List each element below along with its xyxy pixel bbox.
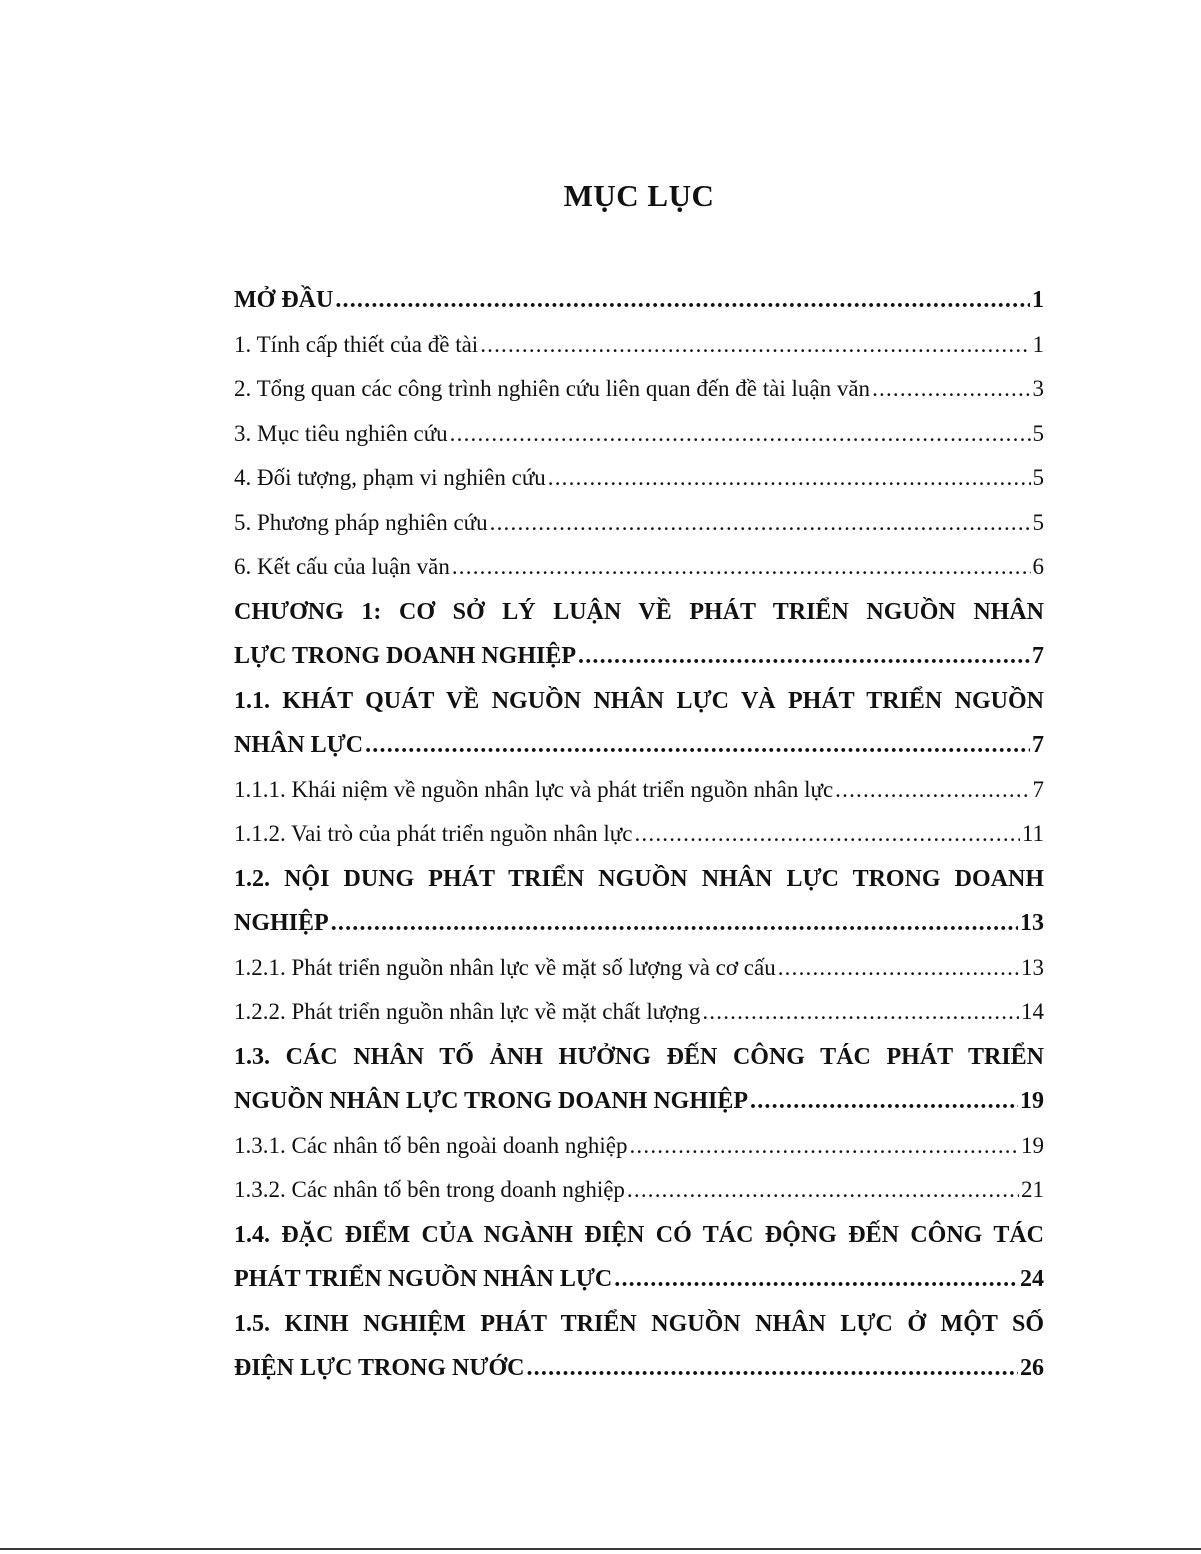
toc-entry-label: NHÂN LỰC	[234, 732, 364, 758]
toc-entry-mo-dau[interactable]	[234, 278, 1044, 323]
dot-leader	[335, 278, 1030, 323]
dot-leader	[778, 946, 1019, 991]
toc-page-number: 1	[1032, 287, 1044, 313]
toc-page-number: 5	[1032, 509, 1044, 535]
toc-entry-label: 3. Mục tiêu nghiên cứu	[234, 420, 448, 446]
dot-leader	[614, 1257, 1018, 1302]
dot-leader	[331, 901, 1018, 946]
toc-entry-label: ĐIỆN LỰC TRONG NƯỚC	[234, 1355, 525, 1381]
toc-page-number: 6	[1032, 554, 1044, 579]
toc-entry[interactable]	[234, 1124, 1044, 1169]
toc-page-number: 13	[1021, 954, 1044, 980]
toc-page-number: 19	[1021, 1132, 1044, 1158]
toc-entry-label: 2. Tổng quan các công trình nghiên cứu liên quan đến đề tài luận văn	[234, 376, 871, 401]
toc-entry[interactable]	[234, 812, 1044, 857]
toc-entry[interactable]	[234, 768, 1044, 813]
toc-page-number: 11	[1021, 821, 1044, 846]
toc-page-number: 7	[1032, 776, 1044, 802]
toc-section-heading-line[interactable]: 1.5. KINH NGHIỆM PHÁT TRIỂN NGUỒN NHÂN LỰC Ở MỘT SỐ	[234, 1310, 1044, 1337]
toc-entry-section[interactable]	[234, 901, 1044, 946]
toc-page-number: 21	[1021, 1177, 1044, 1202]
dot-leader	[750, 1079, 1018, 1124]
toc-entry-label: 1.1.2. Vai trò của phát triển nguồn nhân lực	[234, 821, 633, 846]
toc-entry-section[interactable]	[234, 723, 1044, 768]
dot-leader	[490, 501, 1031, 546]
dot-leader	[702, 990, 1019, 1035]
toc-section-heading-line[interactable]: 1.2. NỘI DUNG PHÁT TRIỂN NGUỒN NHÂN LỰC TRONG DOANH	[234, 865, 1044, 892]
toc-entry-section[interactable]	[234, 1346, 1044, 1391]
toc-entry-label: 4. Đối tượng, phạm vi nghiên cứu	[234, 465, 546, 490]
dot-leader	[627, 1168, 1019, 1213]
toc-entry-label: 1.1.1. Khái niệm về nguồn nhân lực và phát triển nguồn nhân lực	[234, 776, 834, 802]
dot-leader	[872, 367, 1030, 412]
toc-entry-label: 1.3.1. Các nhân tố bên ngoài doanh nghiệp	[234, 1132, 628, 1158]
table-of-contents	[234, 278, 1044, 1391]
toc-entry[interactable]	[234, 456, 1044, 501]
toc-page-number: 7	[1032, 643, 1044, 669]
toc-page-number: 5	[1032, 465, 1044, 490]
toc-entry-label: NGHIỆP	[234, 910, 329, 936]
toc-entry[interactable]	[234, 323, 1044, 368]
toc-entry-label: 5. Phương pháp nghiên cứu	[234, 509, 488, 535]
toc-entry-label: LỰC TRONG DOANH NGHIỆP	[234, 643, 577, 669]
toc-page-number: 14	[1021, 999, 1044, 1024]
dot-leader	[629, 1124, 1019, 1169]
toc-page-number: 24	[1020, 1266, 1044, 1292]
dot-leader	[450, 412, 1031, 457]
dot-leader	[365, 723, 1030, 768]
toc-page-number: 7	[1032, 732, 1044, 758]
toc-entry-label: 6. Kết cấu của luận văn	[234, 554, 450, 579]
toc-entry[interactable]	[234, 412, 1044, 457]
bottom-border-line	[0, 1548, 1201, 1550]
toc-chapter-heading-line[interactable]: CHƯƠNG 1: CƠ SỞ LÝ LUẬN VỀ PHÁT TRIỂN NGUỒN NHÂN	[234, 598, 1044, 625]
toc-entry-label: 1. Tính cấp thiết của đề tài	[234, 331, 479, 357]
dot-leader	[548, 456, 1031, 501]
toc-page-number: 13	[1020, 910, 1044, 936]
toc-page-number: 1	[1032, 331, 1044, 357]
toc-section-heading-line[interactable]: 1.1. KHÁT QUÁT VỀ NGUỒN NHÂN LỰC VÀ PHÁT TRIỂN NGUỒN	[234, 687, 1044, 714]
dot-leader	[634, 812, 1019, 857]
toc-page-number: 5	[1032, 420, 1044, 446]
toc-entry-label: PHÁT TRIỂN NGUỒN NHÂN LỰC	[234, 1266, 613, 1292]
toc-entry-label: NGUỒN NHÂN LỰC TRONG DOANH NGHIỆP	[234, 1088, 749, 1114]
toc-entry[interactable]	[234, 990, 1044, 1035]
toc-entry-label: 1.3.2. Các nhân tố bên trong doanh nghiệp	[234, 1177, 625, 1202]
toc-entry-label: MỞ ĐẦU	[234, 287, 334, 313]
toc-entry-section[interactable]	[234, 1257, 1044, 1302]
toc-section-heading-line[interactable]: 1.3. CÁC NHÂN TỐ ẢNH HƯỞNG ĐẾN CÔNG TÁC PHÁT TRIỂN	[234, 1043, 1044, 1070]
dot-leader	[835, 768, 1030, 813]
toc-page-number: 19	[1020, 1088, 1044, 1114]
toc-entry-label: 1.2.2. Phát triển nguồn nhân lực về mặt chất lượng	[234, 999, 701, 1024]
toc-title: MỤC LỤC	[563, 178, 715, 213]
dot-leader	[578, 634, 1030, 679]
toc-entry[interactable]	[234, 501, 1044, 546]
toc-entry[interactable]	[234, 545, 1044, 590]
toc-entry-chapter-1[interactable]	[234, 634, 1044, 679]
dot-leader	[526, 1346, 1018, 1391]
toc-entry[interactable]	[234, 946, 1044, 991]
toc-page-number: 3	[1032, 376, 1044, 401]
toc-entry-section[interactable]	[234, 1079, 1044, 1124]
dot-leader	[480, 323, 1030, 368]
toc-entry[interactable]	[234, 1168, 1044, 1213]
toc-entry-label: 1.2.1. Phát triển nguồn nhân lực về mặt số lượng và cơ cấu	[234, 954, 776, 980]
toc-entry[interactable]	[234, 367, 1044, 412]
toc-section-heading-line[interactable]: 1.4. ĐẶC ĐIỂM CỦA NGÀNH ĐIỆN CÓ TÁC ĐỘNG ĐẾN CÔNG TÁC	[234, 1221, 1044, 1248]
toc-page-number: 26	[1020, 1355, 1044, 1381]
dot-leader	[452, 545, 1031, 590]
